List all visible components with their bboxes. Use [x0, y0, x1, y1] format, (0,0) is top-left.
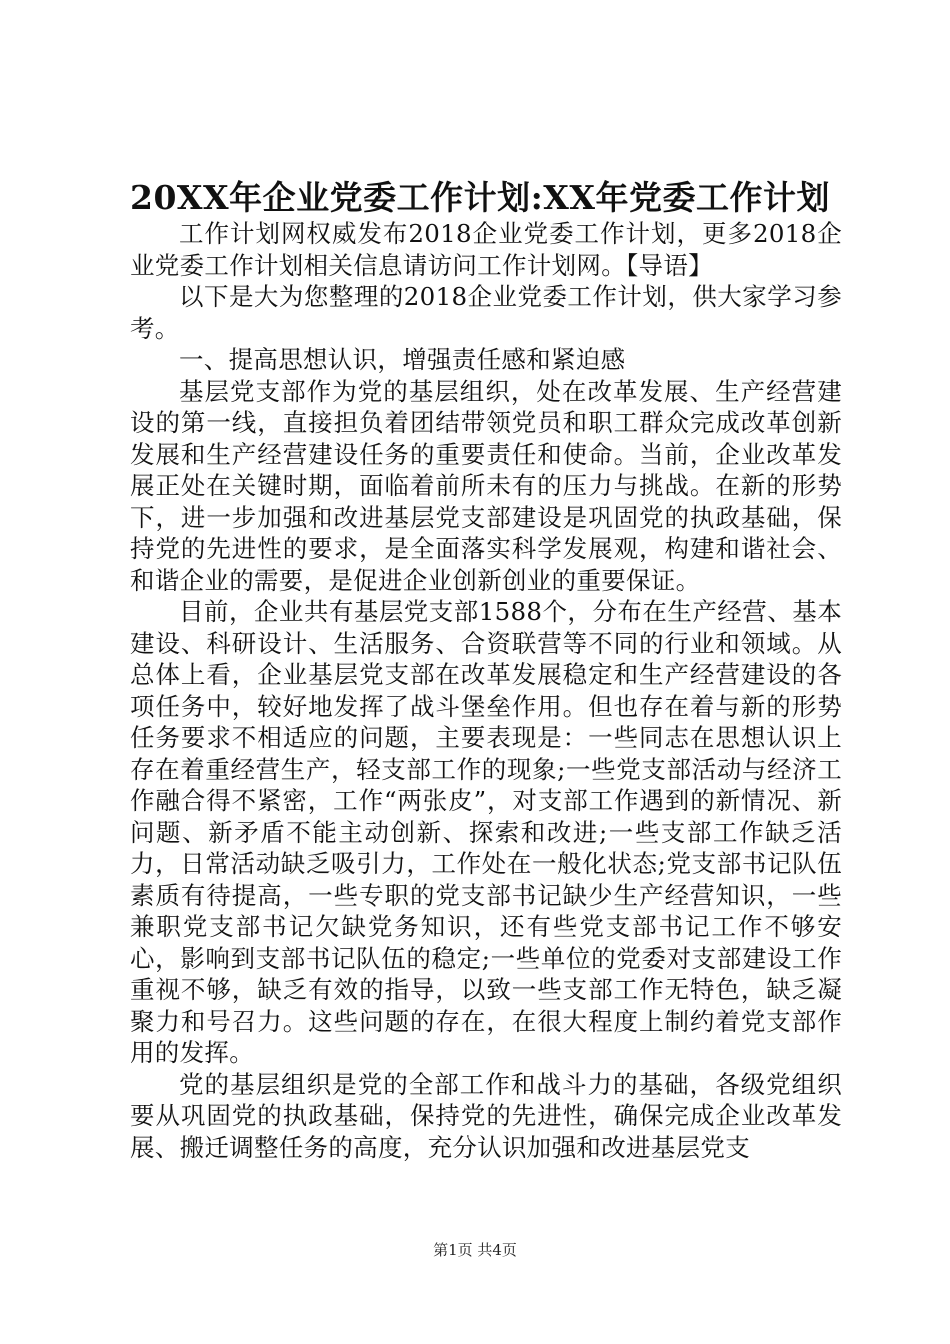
paragraph-body: 目前，企业共有基层党支部1588个，分布在生产经营、基本建设、科研设计、生活服务、合资联营等不同的行业和领域。从总体上看，企业基层党支部在改革发展稳定和生产经营建设的各项任务中，较好地发挥了战斗堡垒作用。但也存在着与新的形势任务要求不相适应的问题，主要表现是：一些同志在思想认识上存在着重经营生产，轻支部工作的现象;一些党支部活动与经济工作融合得不紧密，工作“两张皮”，对支部工作遇到的新情况、新问题、新矛盾不能主动创新、探索和改进;一些支部工作缺乏活力，日常活动缺乏吸引力，工作处在一般化状态;党支部书记队伍素质有待提高，一些专职的党支部书记缺少生产经营知识，一些兼职党支部书记欠缺党务知识，还有些党支部书记工作不够安心，影响到支部书记队伍的稳定;一些单位的党委对支部建设工作重视不够，缺乏有效的指导，以致一些支部工作无特色，缺乏凝聚力和号召力。这些问题的存在，在很大程度上制约着党支部作用的发挥。 [130, 597, 842, 1067]
document-body [130, 218, 842, 1163]
section-heading: 一、提高思想认识，增强责任感和紧迫感 [179, 345, 626, 374]
paragraph-intro: 工作计划网权威发布2018企业党委工作计划，更多2018企业党委工作计划相关信息请访问工作计划网。【导语】 [130, 219, 842, 280]
page-footer: 第1页 共4页 [433, 1241, 517, 1259]
paragraph-body: 党的基层组织是党的全部工作和战斗力的基础，各级党组织要从巩固党的执政基础，保持党的先进性，确保完成企业改革发展、搬迁调整任务的高度，充分认识加强和改进基层党支 [130, 1069, 842, 1162]
paragraph-body: 基层党支部作为党的基层组织，处在改革发展、生产经营建设的第一线，直接担负着团结带领党员和职工群众完成改革创新发展和生产经营建设任务的重要责任和使命。当前，企业改革发展正处在关键时期，面临着前所未有的压力与挑战。在新的形势下，进一步加强和改进基层党支部建设是巩固党的执政基础，保持党的先进性的要求，是全面落实科学发展观，构建和谐社会、和谐企业的需要，是促进企业创新创业的重要保证。 [130, 376, 842, 595]
document-title: 20XX年企业党委工作计划:XX年党委工作计划 [129, 178, 831, 217]
paragraph-preface: 以下是大为您整理的2018企业党委工作计划，供大家学习参考。 [130, 282, 842, 343]
